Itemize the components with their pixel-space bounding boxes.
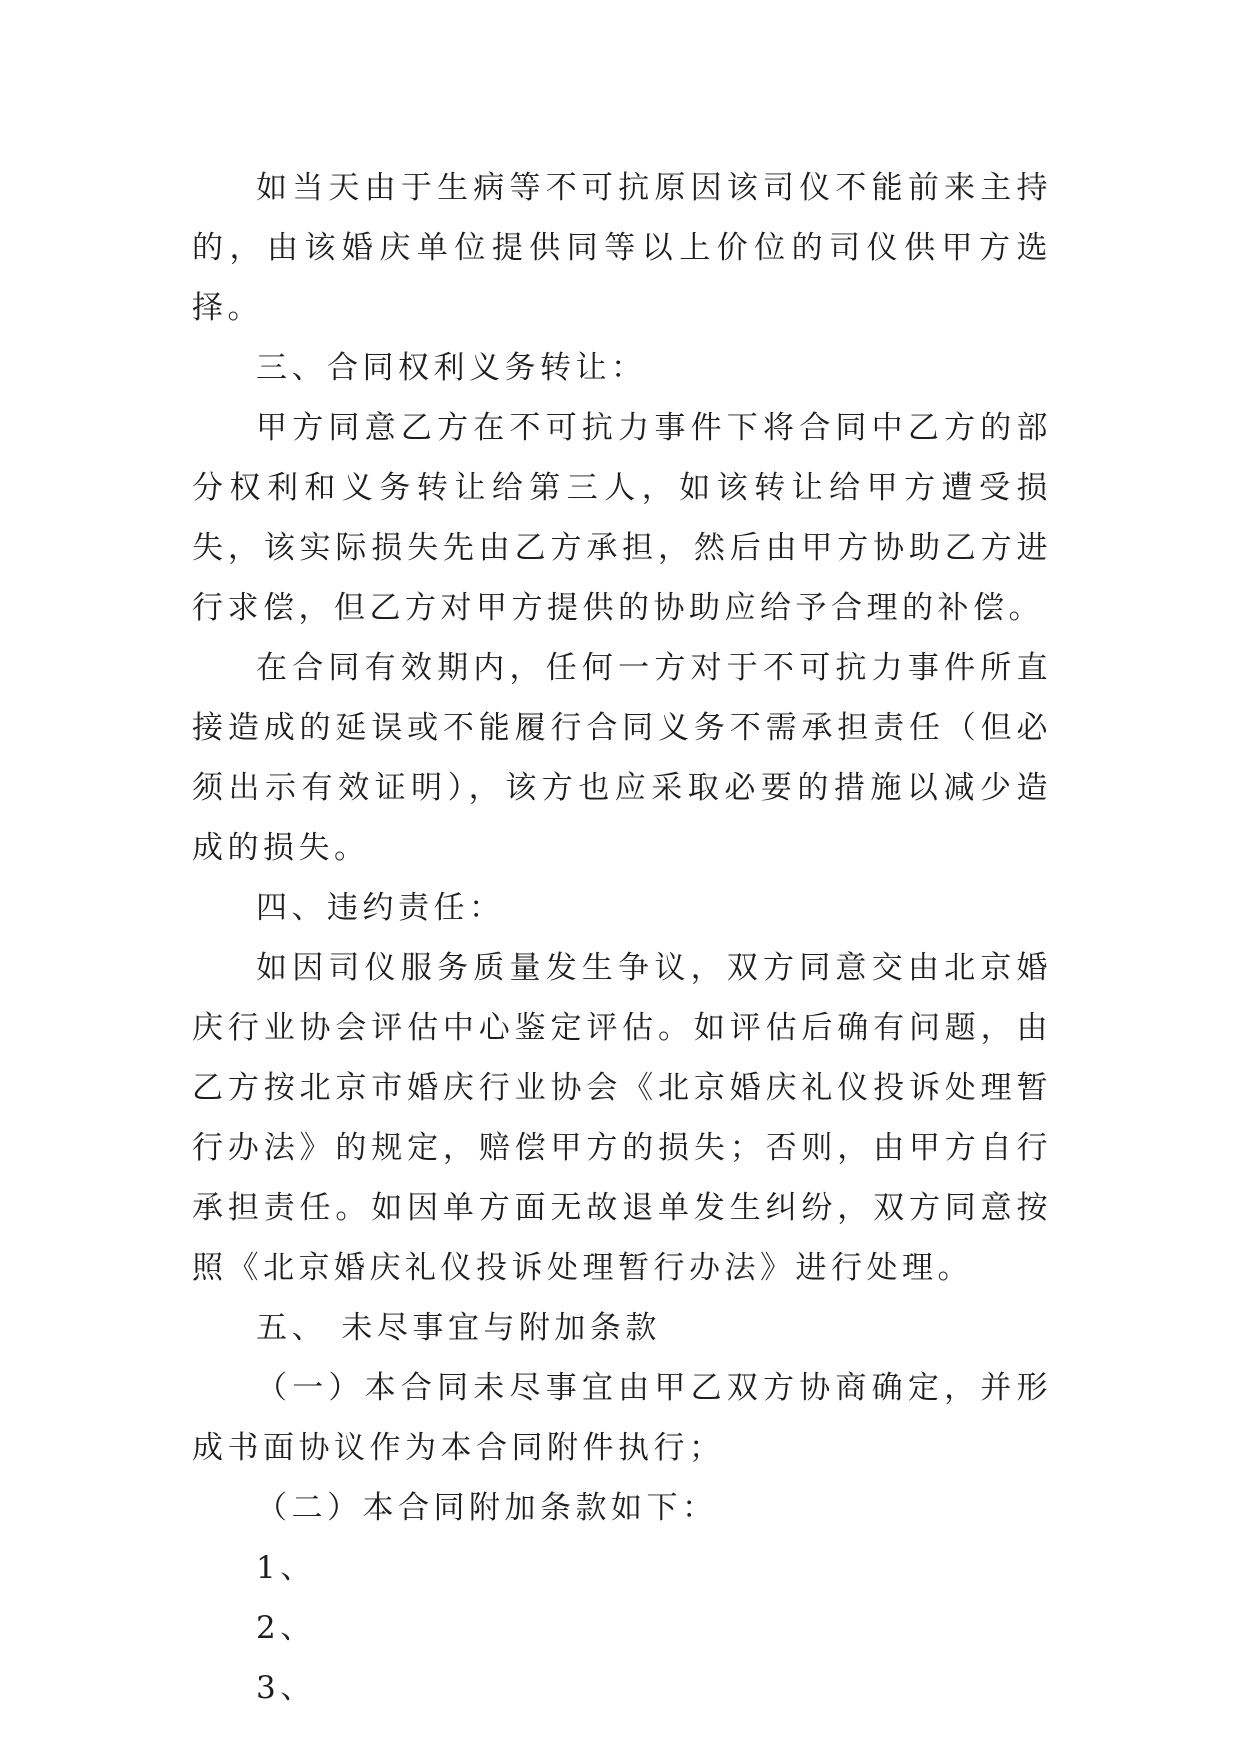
paragraph-transfer-terms: 甲方同意乙方在不可抗力事件下将合同中乙方的部分权利和义务转让给第三人，如该转让给甲方遭受损失，该实际损失先由乙方承担，然后由甲方协助乙方进行求偿，但乙方对甲方提供的协助应给予合理的补偿。	[192, 410, 1052, 626]
paragraph-force-majeure: 在合同有效期内，任何一方对于不可抗力事件所直接造成的延误或不能履行合同义务不需承担责任（但必须出示有效证明），该方也应采取必要的措施以减少造成的损失。	[192, 650, 1052, 866]
section-heading-liability: 四、违约责任：	[256, 890, 505, 926]
list-item-3: 3、	[256, 1670, 316, 1706]
list-item-1: 1、	[256, 1550, 316, 1586]
document-body	[192, 158, 1052, 1718]
clause-one: （一）本合同未尽事宜由甲乙双方协商确定，并形成书面协议作为本合同附件执行；	[192, 1370, 1052, 1466]
section-heading-transfer: 三、合同权利义务转让：	[256, 350, 647, 386]
list-item-2: 2、	[256, 1610, 316, 1646]
paragraph-host-substitution: 如当天由于生病等不可抗原因该司仪不能前来主持的，由该婚庆单位提供同等以上价位的司仪供甲方选择。	[192, 170, 1052, 326]
paragraph-liability-terms: 如因司仪服务质量发生争议，双方同意交由北京婚庆行业协会评估中心鉴定评估。如评估后确有问题，由乙方按北京市婚庆行业协会《北京婚庆礼仪投诉处理暂行办法》的规定，赔偿甲方的损失；否则，由甲方自行承担责任。如因单方面无故退单发生纠纷，双方同意按照《北京婚庆礼仪投诉处理暂行办法》进行处理。	[192, 950, 1052, 1286]
clause-two: （二）本合同附加条款如下：	[256, 1490, 718, 1526]
section-heading-additional: 五、 未尽事宜与附加条款	[256, 1310, 661, 1346]
